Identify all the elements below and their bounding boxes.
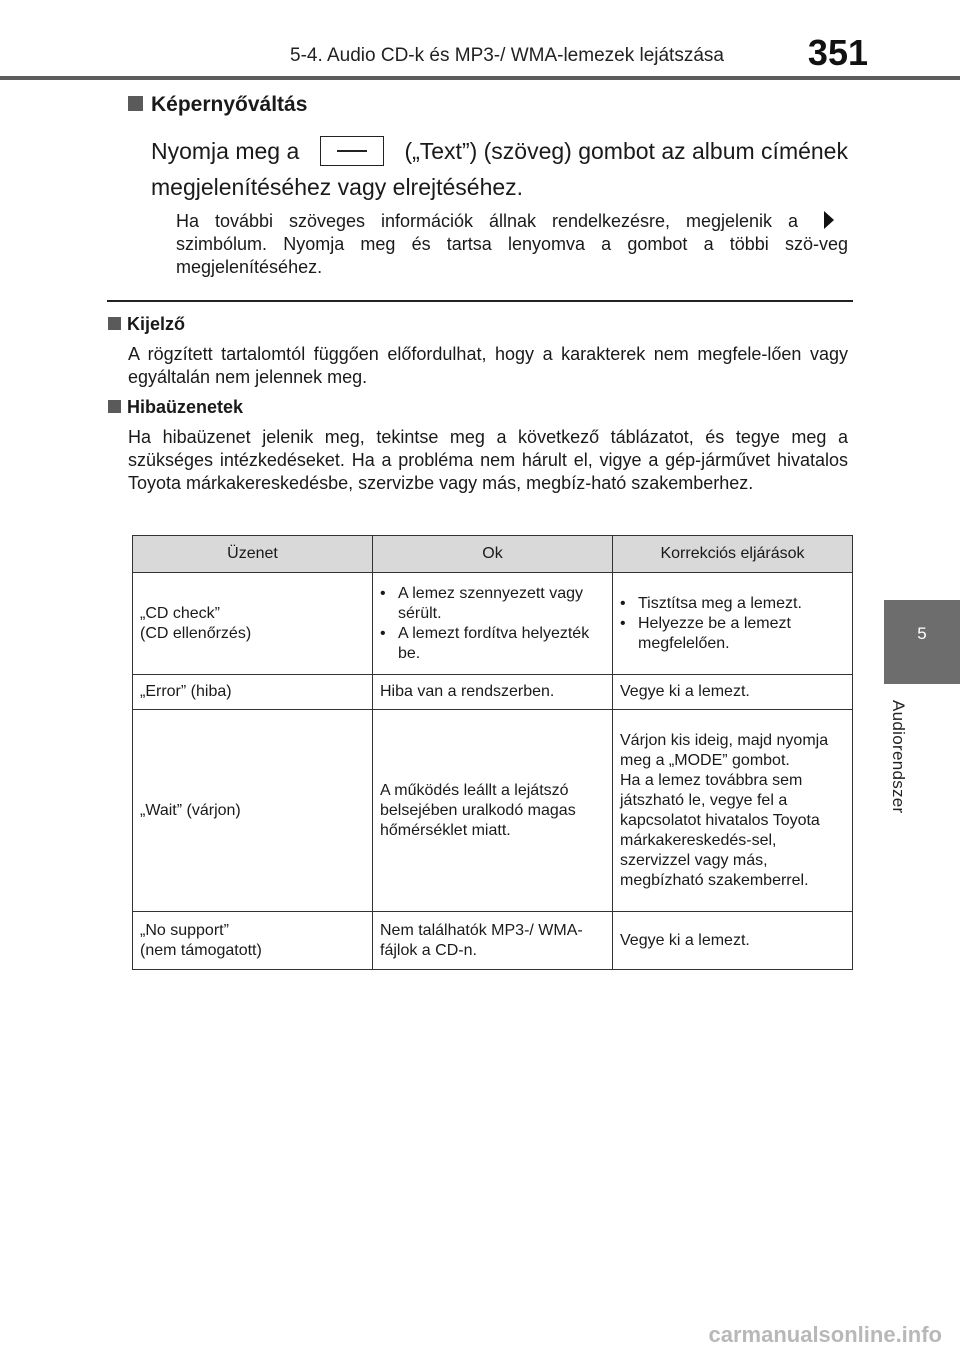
lead-part-3: megjelenítéséhez vagy elrejtéséhez. [151,174,524,200]
lead-part-2: („Text”) (szöveg) gombot az album címének [404,138,848,164]
note-part-2: szimbólum. Nyomja meg és tartsa lenyomva a gombot a többi szö-veg megjelenítéséhez. [176,234,848,277]
message-line: (CD ellenőrzés) [140,624,252,642]
table-row [133,675,853,710]
fix-line: Ha a lemez továbbra sem játszható le, vegye fel a kapcsolatot hivatalos Toyota márkakereskedés-sel, szervizzel vagy más, megbízható szakemberrel. [620,771,820,889]
heading-text: Hibaüzenetek [127,397,244,417]
cause-list [380,584,605,664]
header-title: 5-4. Audio CD-k és MP3-/ WMA-lemezek lejátszása [290,45,724,66]
table-row [133,912,853,970]
side-label-text: Audiorendszer [889,700,908,814]
errors-paragraph: Ha hibaüzenet jelenik meg, tekintse meg a következő táblázatot, és tegye meg a szükséges intézkedéseket. Ha a probléma nem hárult el, vigye a gép-járművet hivatalos Toyota márkakereskedésbe, szervizbe vagy más, megbíz-ható szakemberhez. [128,427,848,493]
text-button-icon [320,136,384,166]
table-cell-cause: A működés leállt a lejátszó belsejében uralkodó magas hőmérséklet miatt. [373,710,613,912]
note-paragraph [176,210,848,279]
header-rule [0,76,960,80]
message-line: (nem támogatott) [140,941,262,959]
table-cell-message: „Error” (hiba) [133,675,373,710]
heading-text: Képernyőváltás [151,93,308,116]
table-cell-fix [613,710,853,912]
lead-paragraph [151,133,848,205]
page-number: 351 [807,32,868,73]
square-bullet-icon [108,317,121,330]
lead-part-1: Nyomja meg a [151,138,300,164]
note-part-1: Ha további szöveges információk állnak rendelkezésre, megjelenik a [176,211,799,231]
table-cell-fix: Vegye ki a lemezt. [613,675,853,710]
side-label [872,700,932,860]
watermark: carmanualsonline.info [708,1322,942,1347]
list-item: • A lemez szennyezett vagy sérült. [380,584,605,624]
list-item: • A lemezt fordítva helyezték be. [380,624,605,664]
error-table [132,535,853,970]
section-divider [107,300,853,302]
table-row [133,710,853,912]
message-line: „CD check” [140,604,221,622]
display-paragraph: A rögzített tartalomtól függően előfordulhat, hogy a karakterek nem megfele-lően vagy egyáltalán nem jelennek meg. [128,344,848,387]
table-header: Korrekciós eljárások [613,536,853,573]
table-cell-fix: Vegye ki a lemezt. [613,912,853,970]
table-cell-message [133,573,373,675]
table-row [133,573,853,675]
fix-line: Várjon kis ideig, majd nyomja meg a „MODE” gombot. [620,731,829,769]
table-cell-message [133,912,373,970]
table-cell-fix [613,573,853,675]
table-cell-cause [373,573,613,675]
table-cell-cause: Hiba van a rendszerben. [373,675,613,710]
list-item: • Helyezze be a lemezt megfelelően. [620,614,845,654]
message-line: „No support” [140,921,229,939]
side-tab [884,600,960,684]
heading-text: Kijelző [127,314,186,334]
list-item: • Tisztítsa meg a lemezt. [620,594,845,614]
table-cell-cause: Nem találhatók MP3-/ WMA-fájlok a CD-n. [373,912,613,970]
side-tab-chapter: 5 [917,624,927,643]
fix-list [620,594,845,654]
table-header-row [133,536,853,573]
section-heading-screen-switch [128,93,307,117]
table-header: Ok [373,536,613,573]
square-bullet-icon [108,400,121,413]
table-cell-message: „Wait” (várjon) [133,710,373,912]
square-bullet-icon [128,96,143,111]
more-text-arrow-icon [824,211,834,229]
table-header: Üzenet [133,536,373,573]
section-heading-display [108,314,185,335]
lead-line-1 [151,133,848,169]
section-heading-errors [108,397,243,418]
